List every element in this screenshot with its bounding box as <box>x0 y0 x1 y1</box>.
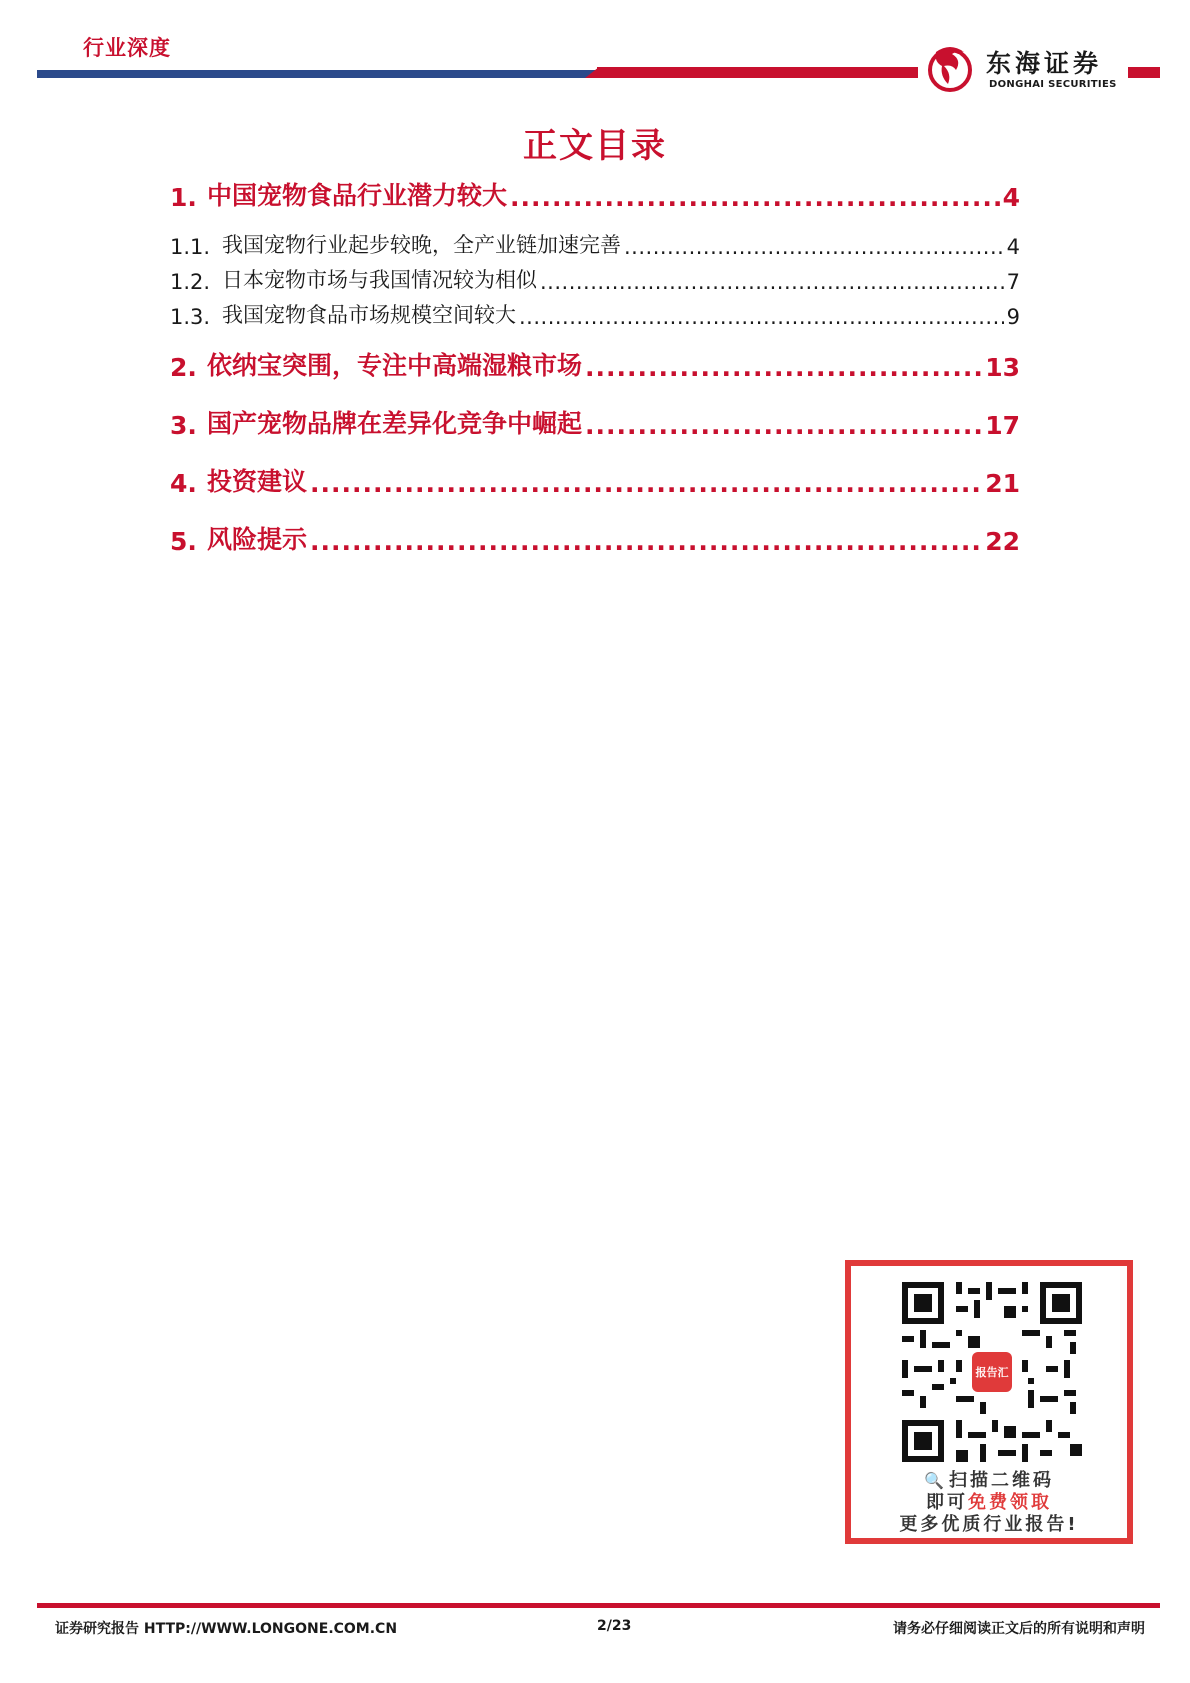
toc-entry-page: 17 <box>985 411 1020 440</box>
qr-center-label: 报告汇 <box>975 1366 1009 1379</box>
toc-entry-title: 中国宠物食品行业潜力较大 <box>207 181 508 210</box>
toc-entry-number: 1.2. <box>170 270 211 294</box>
report-category-tag: 行业深度 <box>83 36 171 60</box>
toc-entry-number: 1. <box>170 183 197 212</box>
toc-entry-page: 4 <box>1006 235 1020 259</box>
qr-caption-scan-text: 扫描二维码 <box>948 1470 1054 1491</box>
toc-leader-dots <box>624 235 1004 259</box>
qr-caption-free-a: 即可 <box>926 1492 968 1513</box>
toc-leader-dots <box>540 270 1004 294</box>
toc-entry-page: 13 <box>985 353 1020 382</box>
toc-leader-dots <box>510 183 1000 212</box>
toc-entry-title: 风险提示 <box>207 525 308 554</box>
toc-entry-number: 5. <box>170 527 197 556</box>
toc-leader-dots <box>519 305 1004 329</box>
company-logo <box>918 38 1128 100</box>
toc-entry-5[interactable] <box>170 524 1020 556</box>
toc-entry-number: 3. <box>170 411 197 440</box>
toc-leader-dots <box>310 527 982 556</box>
toc-entry-title: 日本宠物市场与我国情况较为相似 <box>222 268 537 292</box>
magnifier-icon: 🔍 <box>924 1471 947 1490</box>
footer-left-text[interactable]: 证券研究报告 HTTP://WWW.LONGONE.COM.CN <box>55 1621 398 1637</box>
dragon-emblem-icon <box>922 40 978 96</box>
footer-page-number: 2/23 <box>597 1618 632 1634</box>
toc-entry-number: 1.1. <box>170 235 211 259</box>
toc-entry-1-1[interactable] <box>170 231 1020 259</box>
header-bar-blue <box>37 70 597 78</box>
toc-entry-number: 2. <box>170 353 197 382</box>
footer-disclaimer: 请务必仔细阅读正文后的所有说明和声明 <box>893 1621 1145 1637</box>
toc-leader-dots <box>585 353 982 382</box>
toc-title: 正文目录 <box>523 126 667 166</box>
toc-entry-title: 投资建议 <box>207 467 308 496</box>
toc-entry-1[interactable] <box>170 180 1020 212</box>
toc-entry-title: 我国宠物行业起步较晚，全产业链加速完善 <box>222 233 621 257</box>
toc-entry-number: 1.3. <box>170 305 211 329</box>
toc-entry-4[interactable] <box>170 466 1020 498</box>
qr-promo-box <box>845 1260 1133 1544</box>
toc-entry-title: 国产宠物品牌在差异化竞争中崛起 <box>207 409 583 438</box>
footer-divider <box>37 1603 1160 1608</box>
toc-entry-3[interactable] <box>170 408 1020 440</box>
toc-entry-page: 21 <box>985 469 1020 498</box>
logo-english-name: DONGHAI SECURITIES <box>989 79 1117 90</box>
toc-leader-dots <box>585 411 982 440</box>
logo-chinese-name: 东海证券 <box>986 49 1103 78</box>
toc-entry-title: 我国宠物食品市场规模空间较大 <box>222 303 516 327</box>
toc-entry-1-2[interactable] <box>170 266 1020 294</box>
qr-caption-free-b: 免费领取 <box>968 1492 1052 1513</box>
toc-entry-title: 依纳宝突围，专注中高端湿粮市场 <box>207 351 583 380</box>
toc-entry-number: 4. <box>170 469 197 498</box>
toc-entry-page: 7 <box>1006 270 1020 294</box>
toc-entry-page: 9 <box>1006 305 1020 329</box>
toc-entry-page: 22 <box>985 527 1020 556</box>
qr-caption-more: 更多优质行业报告! <box>899 1514 1079 1535</box>
toc-entry-2[interactable] <box>170 350 1020 382</box>
toc-entry-1-3[interactable] <box>170 301 1020 329</box>
toc-leader-dots <box>310 469 982 498</box>
qr-code-icon[interactable] <box>902 1282 1082 1462</box>
toc-entry-page: 4 <box>1002 183 1020 212</box>
